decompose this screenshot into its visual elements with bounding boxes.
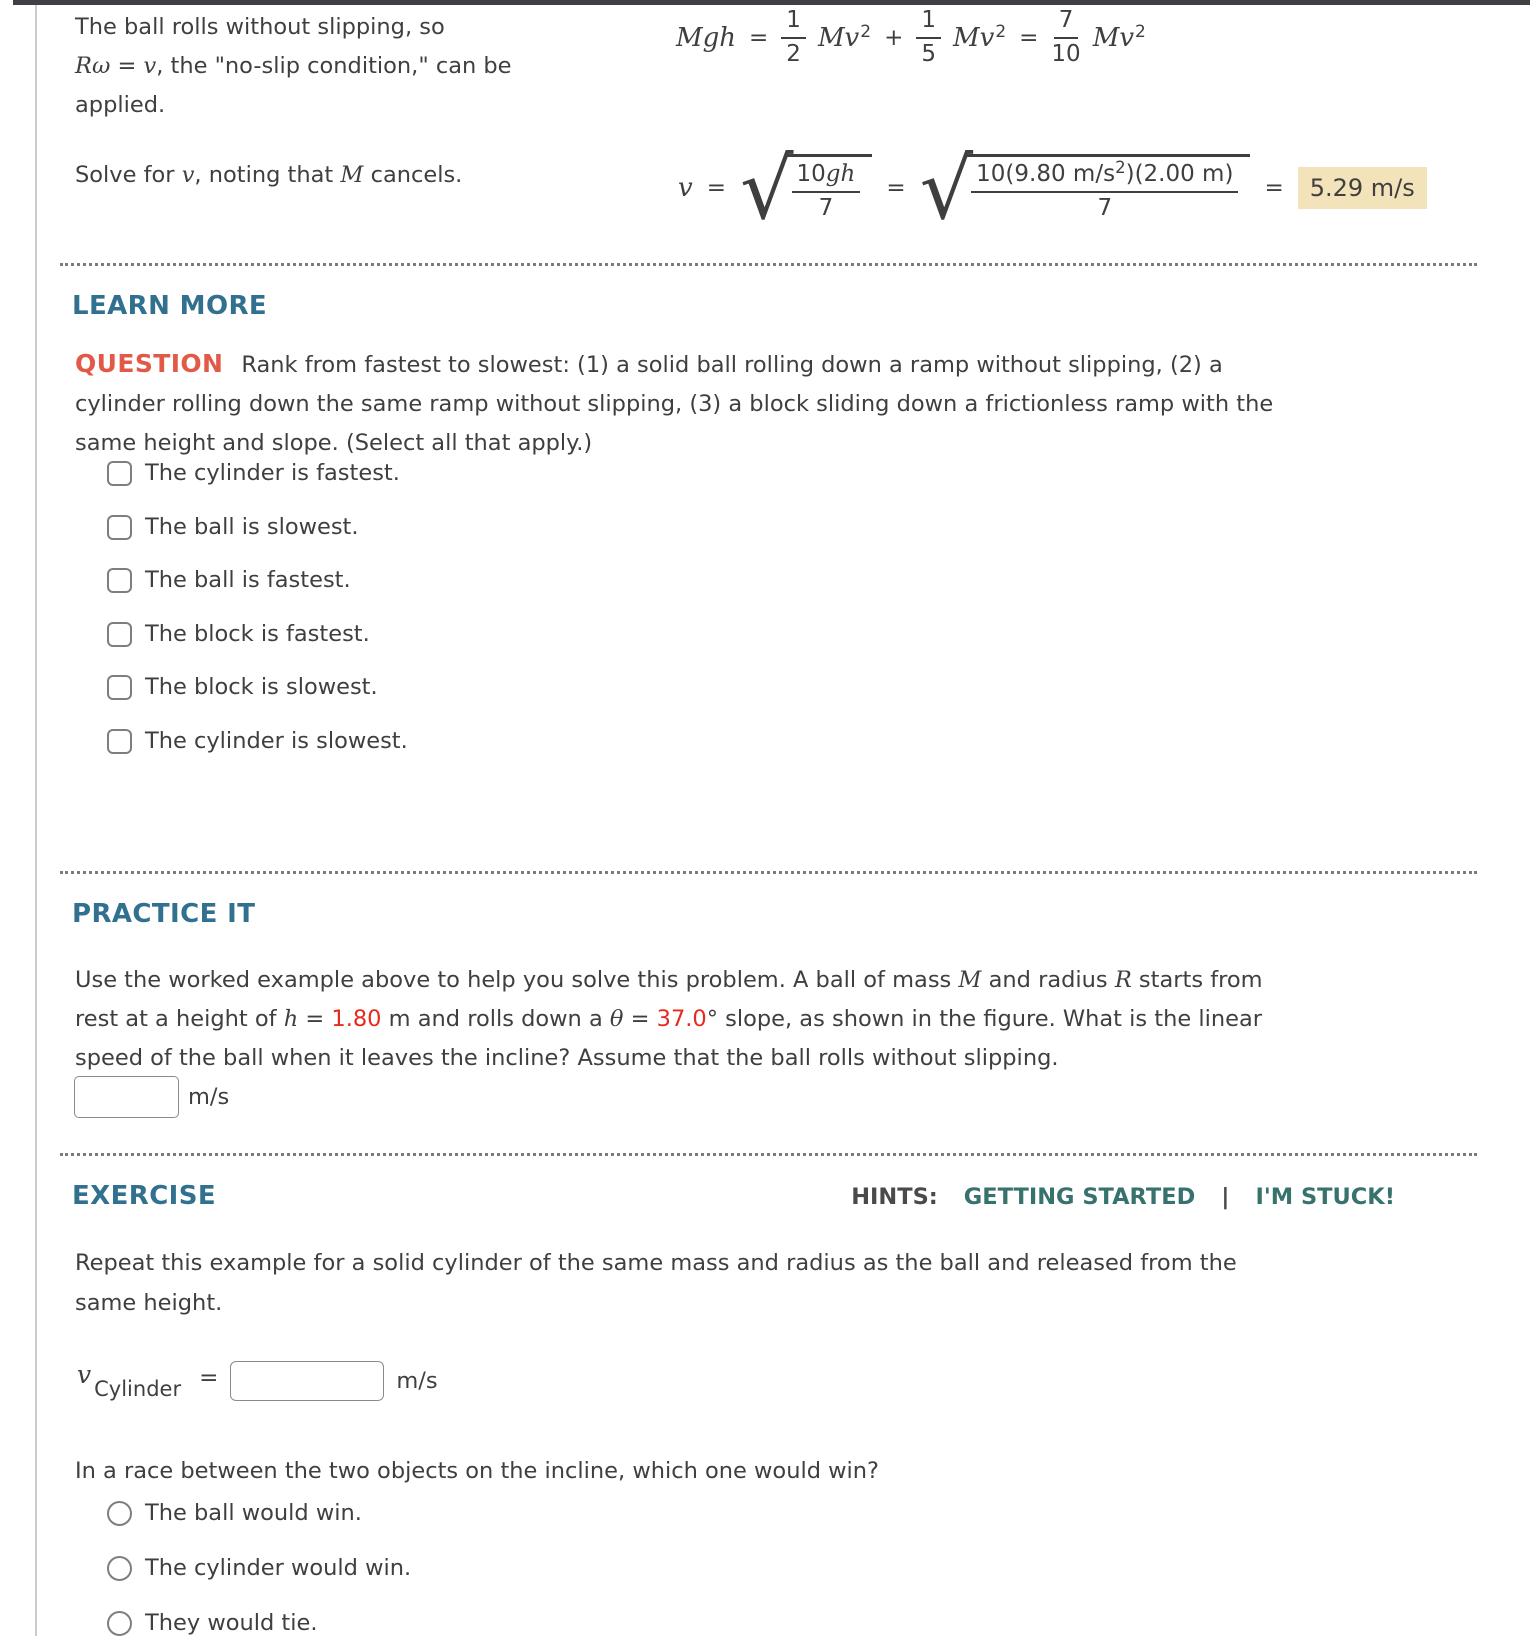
- velocity-equation: [678, 140, 1427, 236]
- practice-it-heading: PRACTICE IT: [72, 899, 256, 929]
- checkbox-label[interactable]: The block is slowest.: [145, 674, 378, 700]
- vcylinder-var: v: [77, 1359, 92, 1389]
- radio-label[interactable]: The cylinder would win.: [145, 1555, 412, 1581]
- paragraph-line: Use the worked example above to help you solve this problem. A ball of mass M and radius R starts from: [75, 967, 1263, 993]
- radical-sign-icon: √: [739, 139, 794, 238]
- term: Mv2: [953, 22, 1007, 53]
- practice-answer-row: [74, 1076, 229, 1118]
- radio-label[interactable]: They would tie.: [145, 1610, 318, 1636]
- learnmore-option-row: [75, 565, 351, 595]
- equals-sign: =: [199, 1365, 219, 1391]
- paragraph-line: Repeat this example for a solid cylinder of the same mass and radius as the ball and released from the: [75, 1250, 1237, 1276]
- exercise-heading: EXERCISE: [72, 1181, 217, 1211]
- fraction: $\frac{1}{5}$: [916, 8, 941, 68]
- checkbox[interactable]: [107, 568, 132, 593]
- radical-sign-icon: √: [919, 139, 974, 238]
- checkbox[interactable]: [107, 622, 132, 647]
- note-line: The ball rolls without slipping, so: [75, 14, 445, 40]
- race-option-row: [75, 1498, 362, 1528]
- checkbox-label[interactable]: The cylinder is slowest.: [145, 728, 408, 754]
- hint-separator: |: [1221, 1184, 1230, 1210]
- learnmore-option-row: [75, 619, 370, 649]
- exercise-answer-input[interactable]: [230, 1361, 384, 1401]
- unit-label: m/s: [188, 1084, 230, 1110]
- fraction: $\frac{1}{2}$: [781, 8, 806, 68]
- vcylinder-answer-row: [77, 1358, 438, 1404]
- hints-bar: [851, 1184, 1395, 1210]
- paragraph-line: rest at a height of h = 1.80 m and rolls down a θ = 37.0° slope, as shown in the figure. What is the linear: [75, 1006, 1263, 1032]
- checkbox[interactable]: [107, 515, 132, 540]
- checkbox[interactable]: [107, 675, 132, 700]
- radical: [919, 139, 1251, 238]
- radio-label[interactable]: The ball would win.: [145, 1500, 362, 1526]
- radio[interactable]: [107, 1501, 132, 1526]
- checkbox[interactable]: [107, 461, 132, 486]
- fraction: $\frac{7}{10}$: [1051, 7, 1081, 67]
- plus-sign: +: [884, 25, 904, 51]
- hint-link-getting-started[interactable]: GETTING STARTED: [963, 1184, 1196, 1210]
- section-divider: [60, 871, 1477, 874]
- equation-lhs: Mgh: [676, 23, 737, 53]
- learnmore-option-row: [75, 672, 378, 702]
- term: Mv2: [1092, 22, 1146, 53]
- equation-lhs: v: [678, 173, 693, 203]
- solve-note: Solve for v, noting that M cancels.: [75, 162, 463, 188]
- checkbox-label[interactable]: The ball is fastest.: [145, 567, 351, 593]
- hint-link-im-stuck[interactable]: I'M STUCK!: [1255, 1184, 1395, 1210]
- race-option-row: [75, 1608, 318, 1636]
- highlighted-result: 5.29 m/s: [1298, 167, 1427, 209]
- worked-example-note: [75, 8, 512, 125]
- energy-equation: [676, 2, 1146, 74]
- race-question: In a race between the two objects on the incline, which one would win?: [75, 1458, 880, 1484]
- term: Mv2: [817, 22, 872, 53]
- practice-answer-input[interactable]: [74, 1076, 179, 1118]
- unit-label: m/s: [396, 1368, 438, 1394]
- equals-sign: =: [1264, 175, 1284, 201]
- checkbox[interactable]: [107, 729, 132, 754]
- left-border-line: [35, 5, 37, 1636]
- section-divider: [60, 1153, 1477, 1156]
- radio[interactable]: [107, 1556, 132, 1581]
- fraction: $\frac{10gh}{7}$: [792, 162, 861, 222]
- learnmore-option-row: [75, 726, 408, 756]
- vcylinder-sub: Cylinder: [94, 1377, 182, 1401]
- question-text-line: same height and slope. (Select all that apply.): [75, 430, 593, 456]
- learnmore-option-row: [75, 458, 400, 488]
- note-line: Rω = v, the "no-slip condition," can be: [75, 53, 512, 79]
- fraction: $\frac{10(9.80 m/s^2)(2.00 m)}{7}$: [971, 162, 1238, 222]
- question-block: [75, 344, 1273, 463]
- equals-sign: =: [749, 25, 769, 51]
- question-label: QUESTION: [75, 349, 224, 378]
- learn-more-heading: LEARN MORE: [72, 291, 268, 321]
- exercise-paragraph: [75, 1243, 1237, 1323]
- learnmore-option-row: [75, 512, 359, 542]
- radical: [739, 139, 872, 238]
- practice-paragraph: [75, 961, 1263, 1078]
- paragraph-line: same height.: [75, 1290, 223, 1316]
- checkbox-label[interactable]: The block is fastest.: [145, 621, 370, 647]
- hints-label: HINTS:: [851, 1184, 938, 1210]
- question-text-line: Rank from fastest to slowest: (1) a solid ball rolling down a ramp without slipping, (2) a: [241, 352, 1223, 378]
- note-line: applied.: [75, 92, 166, 118]
- race-option-row: [75, 1553, 411, 1583]
- equals-sign: =: [1019, 25, 1039, 51]
- paragraph-line: speed of the ball when it leaves the incline? Assume that the ball rolls without slipping.: [75, 1045, 1059, 1071]
- equals-sign: =: [706, 175, 726, 201]
- section-divider: [60, 263, 1477, 266]
- equals-sign: =: [886, 175, 906, 201]
- checkbox-label[interactable]: The cylinder is fastest.: [145, 460, 400, 486]
- checkbox-label[interactable]: The ball is slowest.: [145, 514, 359, 540]
- question-text-line: cylinder rolling down the same ramp without slipping, (3) a block sliding down a frictionless ramp with the: [75, 391, 1274, 417]
- radio[interactable]: [107, 1611, 132, 1636]
